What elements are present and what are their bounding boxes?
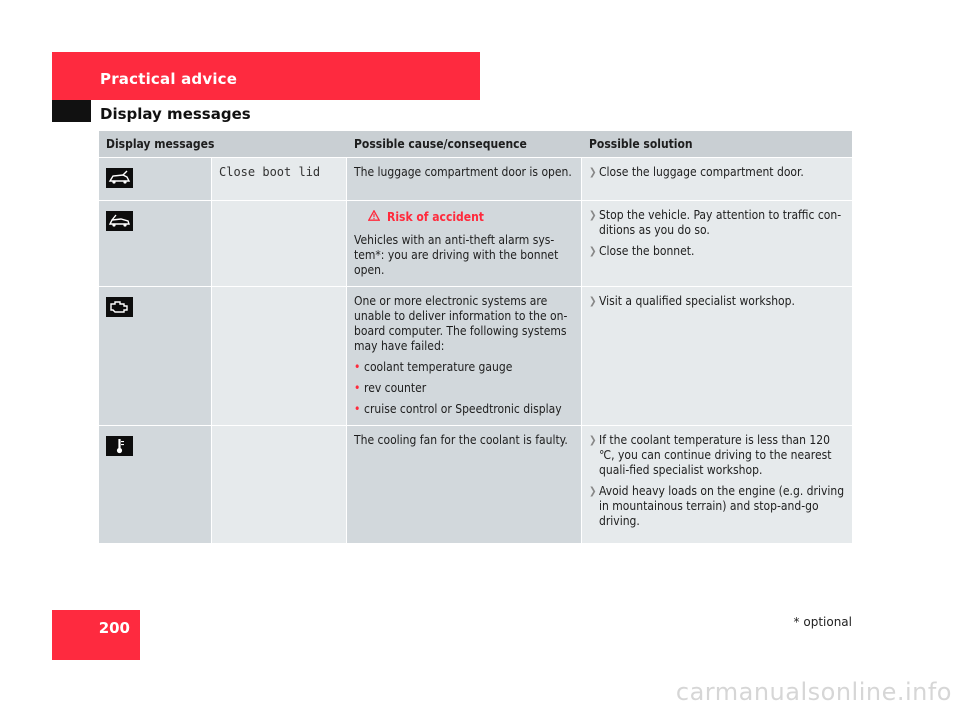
- step-arrow-icon: ❯: [589, 486, 597, 497]
- solution-step: ❯ Stop the vehicle. Pay attention to traffic con-ditions as you do so.: [589, 208, 842, 237]
- warning-label: Risk of accident: [368, 210, 574, 225]
- table-row: [99, 201, 852, 287]
- message-text-cell: [212, 201, 347, 287]
- section-title: Practical advice: [100, 70, 238, 88]
- step-arrow-icon: ❯: [589, 435, 597, 446]
- step-arrow-icon: ❯: [589, 210, 597, 221]
- step-arrow-icon: ❯: [589, 167, 597, 178]
- icon-cell: [99, 158, 212, 201]
- bullet-icon: •: [354, 381, 361, 395]
- warning-triangle-icon: [368, 210, 380, 225]
- cause-cell: [347, 201, 582, 287]
- optional-footnote: * optional: [793, 615, 852, 629]
- table-header-row: [99, 131, 852, 158]
- coolant-temperature-icon: [106, 436, 133, 456]
- bonnet-open-icon: [106, 211, 133, 231]
- solution-cell: [582, 201, 852, 287]
- message-text-cell: [212, 426, 347, 544]
- solution-step: ❯ Close the bonnet.: [589, 244, 695, 258]
- icon-cell: [99, 426, 212, 544]
- column-header-cause: Possible cause/consequence: [347, 131, 582, 158]
- display-messages-table: [99, 131, 852, 544]
- solution-cell: [582, 287, 852, 426]
- cause-text: The cooling fan for the coolant is faulty.: [354, 433, 568, 447]
- solution-cell: [582, 158, 852, 201]
- cause-cell: [347, 287, 582, 426]
- header-black-tab: [52, 100, 91, 122]
- cause-cell: [347, 426, 582, 544]
- watermark: carmanualsonline.info: [675, 678, 952, 706]
- cause-text: The luggage compartment door is open.: [354, 165, 572, 179]
- solution-step: ❯ Visit a qualified specialist workshop.: [589, 294, 795, 308]
- column-header-display-messages: Display messages: [99, 131, 347, 158]
- list-item: • coolant temperature gauge: [354, 360, 513, 374]
- icon-cell: [99, 287, 212, 426]
- page-subtitle: Display messages: [100, 105, 251, 123]
- message-text: Close boot lid: [219, 165, 321, 179]
- page-number: 200: [52, 610, 140, 660]
- icon-cell: [99, 201, 212, 287]
- column-header-solution: Possible solution: [582, 131, 852, 158]
- table-row: [99, 426, 852, 544]
- cause-cell: [347, 158, 582, 201]
- message-text-cell: [212, 158, 347, 201]
- solution-step: ❯ If the coolant temperature is less than 120 ℃, you can continue driving to the nearest quali-fied specialist workshop.: [589, 433, 832, 477]
- list-item: • rev counter: [354, 381, 427, 395]
- list-item: • cruise control or Speedtronic display: [354, 402, 562, 416]
- solution-step: ❯ Close the luggage compartment door.: [589, 165, 804, 179]
- bullet-icon: •: [354, 402, 361, 416]
- step-arrow-icon: ❯: [589, 246, 597, 257]
- message-text-cell: [212, 287, 347, 426]
- table-row: [99, 287, 852, 426]
- cause-text: Vehicles with an anti-theft alarm sys-tem*: you are driving with the bonnet open.: [354, 233, 559, 277]
- step-arrow-icon: ❯: [589, 296, 597, 307]
- solution-step: ❯ Avoid heavy loads on the engine (e.g. driving in mountainous terrain) and stop-and-go driving.: [589, 484, 845, 528]
- solution-cell: [582, 426, 852, 544]
- bullet-icon: •: [354, 360, 361, 374]
- cause-text: One or more electronic systems are unable to deliver information to the on-board computer. The following systems may have failed:: [354, 294, 568, 353]
- engine-malfunction-icon: [106, 297, 133, 317]
- table-row: [99, 158, 852, 201]
- boot-lid-icon: [106, 168, 133, 188]
